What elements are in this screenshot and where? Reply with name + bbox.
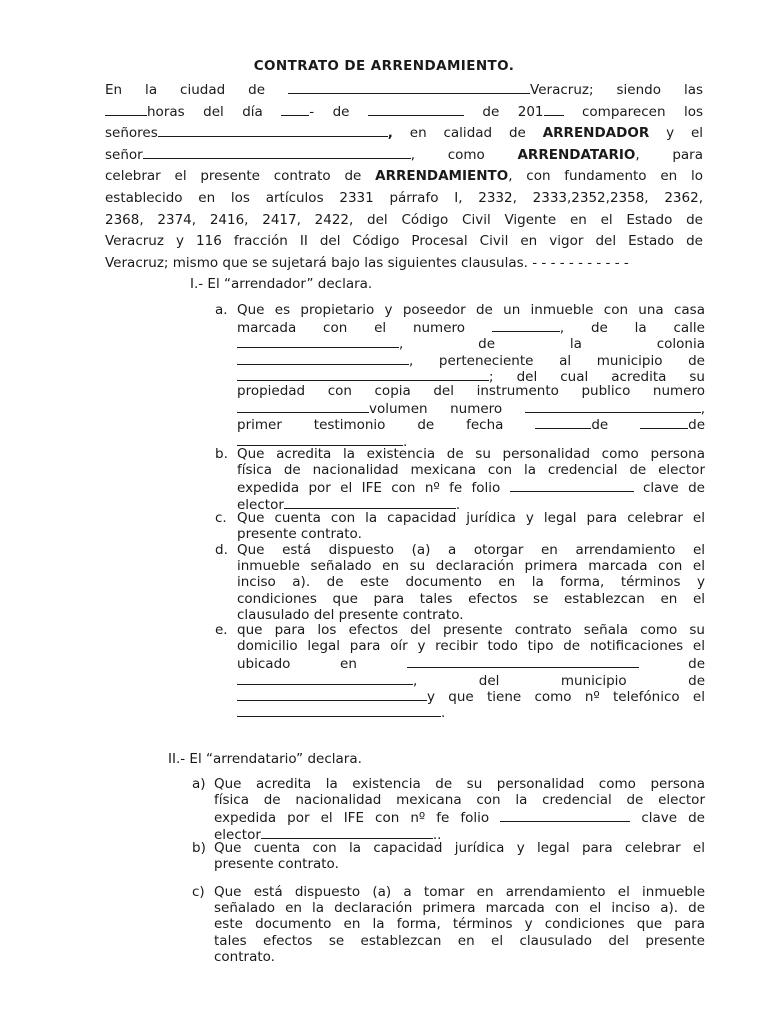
item-label: b)	[192, 840, 206, 856]
item-line: señalado en la declaración primera marcada con el inciso a). de	[214, 900, 705, 917]
blank-domicilio	[407, 654, 639, 668]
intro-text: de 201	[482, 103, 544, 120]
blank-day	[281, 102, 309, 116]
item-line: .	[237, 703, 705, 719]
item-line: presente contrato.	[214, 856, 339, 873]
blank-municipio	[237, 367, 489, 381]
intro-text: en calidad de	[409, 125, 526, 142]
item-line: física de nacionalidad mexicana con la credencial de elector	[237, 462, 705, 479]
item-line: expedida por el IFE con nº fe folio clave de	[237, 480, 705, 497]
document-title: CONTRATO DE ARRENDAMIENTO.	[253, 58, 515, 74]
blank-date-day	[535, 415, 591, 429]
item-line: , perteneciente al municipio de	[237, 351, 705, 367]
blank-arrendatario-name	[143, 145, 411, 159]
blank-date-year	[237, 432, 403, 446]
item-line: y que tiene como nº telefónico el	[237, 687, 705, 703]
intro-text: como	[447, 146, 485, 163]
item-line: elector ..	[214, 826, 442, 843]
intro-text: horas del día	[147, 103, 263, 120]
item-line: presente contrato.	[237, 526, 362, 543]
blank-month	[368, 102, 464, 116]
intro-line	[105, 145, 703, 167]
intro-text: - de	[309, 103, 350, 120]
blank-folio-arrendatario	[500, 808, 630, 822]
blank-elector-key	[284, 495, 456, 509]
item-line: domicilio legal para oír y recibir todo tipo de notificaciones el	[237, 638, 705, 655]
intro-text: Veracruz; siendo las	[530, 82, 704, 98]
item-line: Que cuenta con la capacidad jurídica y legal para celebrar el	[214, 840, 705, 856]
intro-line	[105, 166, 703, 188]
intro-line	[105, 123, 703, 145]
item-line: física de nacionalidad mexicana con la credencial de elector	[214, 792, 705, 809]
blank-elector-key-arrendatario	[261, 825, 433, 839]
item-label: a.	[215, 302, 228, 318]
blank-hour	[105, 102, 147, 116]
item-line: tales efectos se establezcan en el clausulado del presente	[214, 932, 705, 949]
item-label: b.	[215, 446, 228, 462]
blank-colonia	[237, 351, 409, 365]
intro-text: ,	[410, 146, 416, 163]
item-line: ubicado en de	[237, 656, 706, 673]
item-line: elector .	[237, 496, 461, 513]
role-arrendatario: ARRENDATARIO	[517, 146, 636, 163]
item-label: e.	[215, 622, 228, 638]
blank-folio	[510, 478, 634, 492]
item-line: inmueble señalado en su declaración primera marcada con el	[237, 558, 705, 575]
intro-text: , para	[635, 146, 703, 163]
section-1-heading: I.- El “arrendador” declara.	[190, 276, 373, 292]
blank-year	[544, 102, 564, 116]
item-line: contrato.	[214, 948, 275, 965]
item-line: .	[237, 432, 705, 448]
intro-text: comparecen los	[582, 103, 704, 120]
item-line: Que está dispuesto (a) a otorgar en arrendamiento el	[237, 542, 705, 558]
item-line: Que está dispuesto (a) a tomar en arrendamiento el inmueble	[214, 884, 705, 900]
section-2-heading: II.- El “arrendatario” declara.	[168, 751, 362, 767]
role-arrendador: ARRENDADOR	[542, 125, 650, 142]
blank-volume-number	[525, 399, 701, 413]
intro-text: , con fundamento en lo	[508, 168, 704, 185]
intro-text: señores	[105, 125, 158, 142]
item-line: volumen numero ,	[237, 399, 705, 415]
intro-line: Veracruz y 116 fracción II del Código Procesal Civil en vigor del Estado de	[105, 233, 703, 250]
item-line: Que acredita la existencia de su personalidad como persona	[214, 776, 705, 792]
blank-colonia-domicilio	[237, 671, 413, 685]
blank-arrendador-name	[158, 123, 388, 137]
item-line: Que cuenta con la capacidad jurídica y legal para celebrar el	[237, 510, 705, 526]
intro-text: celebrar el presente contrato de	[105, 168, 362, 185]
item-line: primer testimonio de fecha de de	[237, 417, 705, 434]
intro-line: 2368, 2374, 2416, 2417, 2422, del Código Civil Vigente en el Estado de	[105, 211, 703, 228]
blank-city	[288, 80, 530, 94]
blank-date-month	[640, 415, 688, 429]
intro-line: establecido en los artículos 2331 párrafo I, 2332, 2333,2352,2358, 2362,	[105, 189, 703, 206]
intro-text: y el	[666, 125, 704, 142]
intro-line: Veracruz; mismo que se sujetará bajo las siguientes clausulas. - - - - - - - - - - -	[105, 254, 629, 271]
item-line: ; del cual acredita su	[237, 367, 705, 383]
intro-text: señor	[105, 146, 143, 163]
item-line: clausulado del presente contrato.	[237, 606, 464, 623]
item-line: marcada con el numero , de la calle	[237, 320, 705, 337]
item-label: c.	[215, 510, 227, 526]
item-line: Que acredita la existencia de su personalidad como persona	[237, 446, 705, 462]
item-line: que para los efectos del presente contrato señala como su	[237, 622, 705, 638]
intro-text: En la ciudad de	[105, 82, 266, 98]
intro-text: ,	[387, 125, 393, 142]
item-label: a)	[192, 776, 206, 792]
intro-line	[105, 102, 703, 124]
item-label: d.	[215, 542, 228, 558]
item-line: expedida por el IFE con nº fe folio clave de	[214, 810, 705, 827]
item-line: Que es propietario y poseedor de un inmueble con una casa	[237, 302, 705, 318]
blank-municipio-domicilio	[237, 687, 427, 701]
contract-type: ARRENDAMIENTO	[375, 168, 509, 185]
item-line: inciso a). de este documento en la forma, términos y	[237, 574, 705, 591]
intro-paragraph	[105, 80, 703, 274]
item-line: , del municipio de	[237, 671, 705, 687]
blank-house-number	[492, 318, 560, 332]
item-label: c)	[192, 884, 205, 900]
item-line: propiedad con copia del instrumento publico numero	[237, 382, 705, 399]
item-line: condiciones que para tales efectos se establezcan en el	[237, 590, 705, 607]
intro-line	[105, 80, 703, 102]
blank-instrument-number	[237, 399, 369, 413]
item-line: , de la colonia	[237, 334, 705, 350]
blank-telefono	[237, 703, 441, 717]
blank-street	[237, 334, 399, 348]
item-line: este documento en la forma, términos y condiciones que para	[214, 916, 705, 933]
